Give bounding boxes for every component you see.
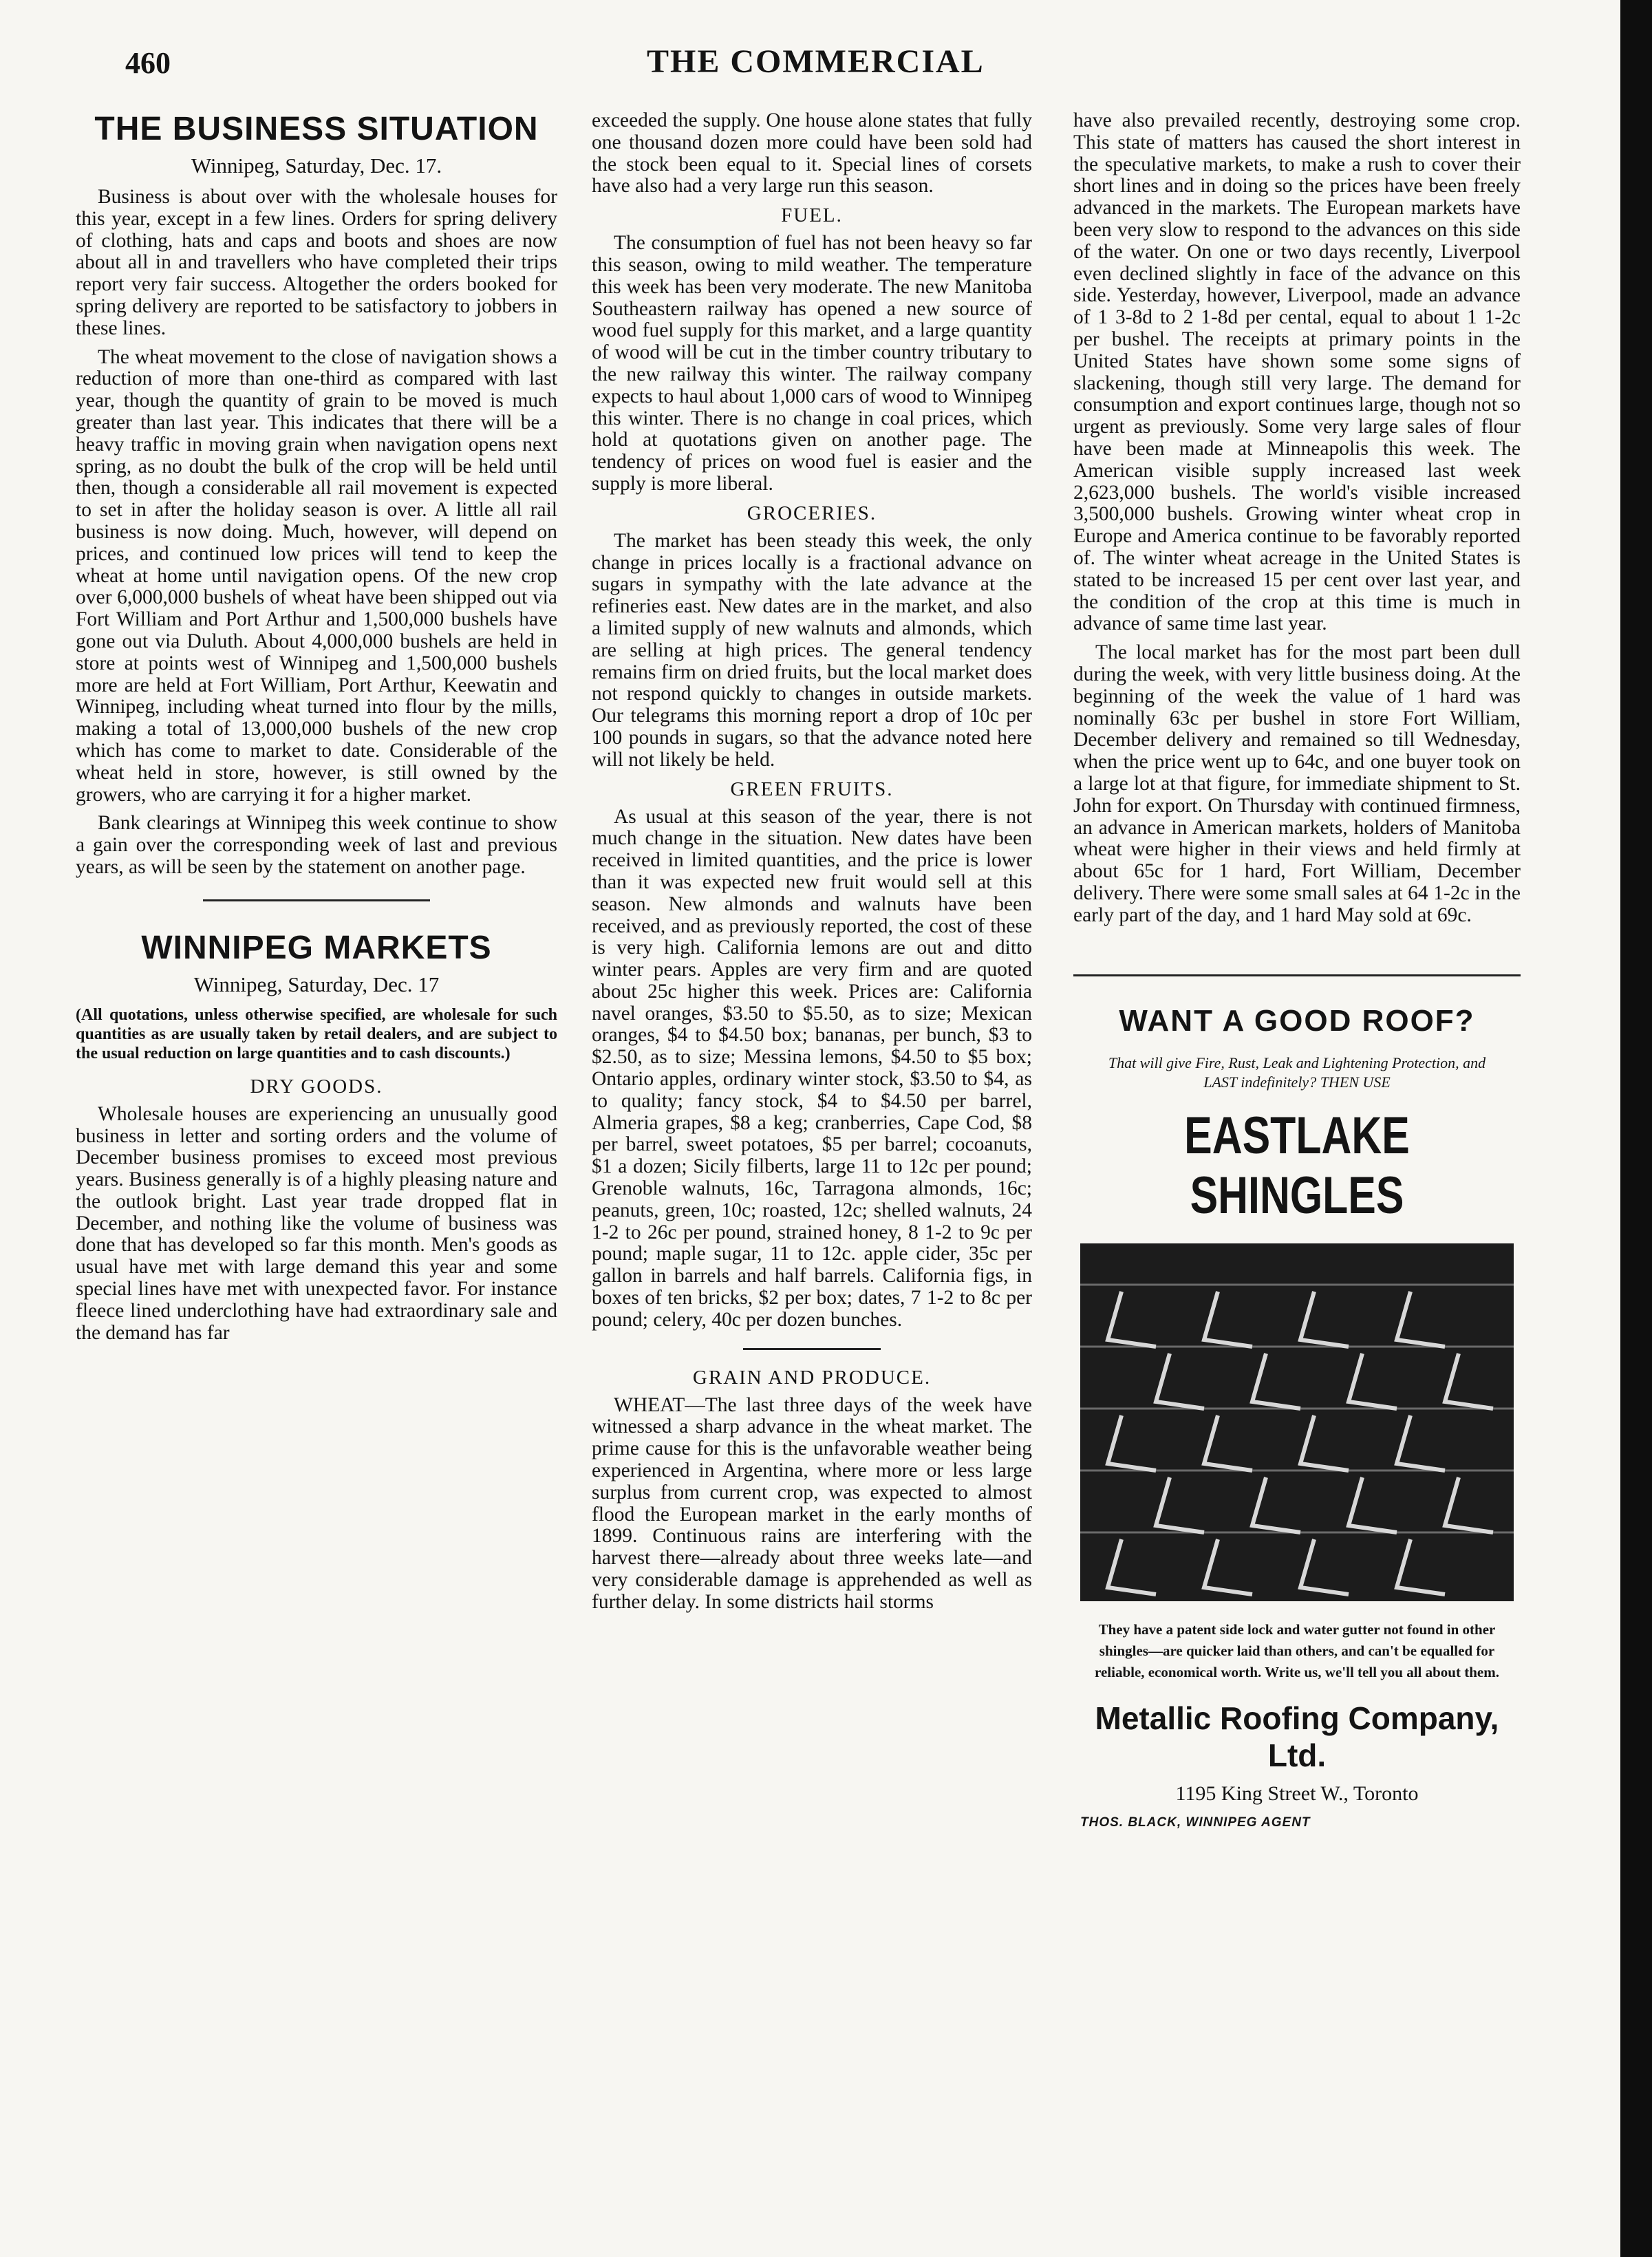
column-3: [1073, 110, 1521, 1830]
business-situation-title: THE BUSINESS SITUATION: [94, 111, 539, 147]
shingles-advertisement: [1073, 974, 1521, 1830]
ad-headline: WANT A GOOD ROOF?: [1119, 1004, 1475, 1038]
grain-paragraph: WHEAT—The last three days of the week have witnessed a sharp advance in the wheat market. The prime cause for this is the unfavorable weather being experienced in Argentina, where more or less large surplus from current crop, was expected to almost flood the European market in the early months of 1899. Continuous rains are interfering with the harvest there—already about three weeks late—and very considerable damage is apprehended as well as further delay. In some districts hail storms: [592, 1393, 1032, 1613]
column-1: [76, 110, 557, 1351]
grain-continued: have also prevailed recently, destroying some crop. This state of matters has caused the short interest in the speculative markets, to make a rush to cover their short lines and in doing so the prices have been freely advanced in the markets. The European markets have been very slow to respond to the advances on this side of the water. On one or two days recently, Liverpool even declined slightly in face of the advance on this side. Yesterday, however, Liverpool, made an advance of 1 3-8d to 2 1-8d per cental, equal to about 1 1-2c per bushel. The receipts at primary points in the United States have shown some some signs of slackening, though still very large. The demand for consumption and export continues large, though not so urgent as previously. Some very large sales of flour have been made at Minneapolis this week. The American visible supply increased last week 2,623,000 bushels. The world's visible increased 3,500,000 bushels. Growing winter wheat crop in Europe and America continue to be favorably reported of. The winter wheat acreage in the United States is stated to be increased 15 per cent over last year, and the condition of the crop at this time is much in advance of same time last year.: [1073, 109, 1521, 635]
page-edge-shadow: [1620, 0, 1652, 2257]
dry-goods-paragraph: Wholesale houses are experiencing an unusually good business in letter and sorting orders and the volume of December business promises to exceed most previous years. Business generally is of a highly pleasing nature and the outlook bright. Last year trade dropped flat in December, and nothing like the volume of business was done that has developed so far this month. Men's goods as usual have met with large demand this year and some special lines have met with unexpected favor. For instance fleece lined underclothing have had extraordinary sale and the demand has far: [76, 1102, 557, 1344]
section-divider: [743, 1348, 881, 1350]
masthead: THE COMMERCIAL: [647, 43, 985, 80]
ad-agent: THOS. BLACK, WINNIPEG AGENT: [1080, 1815, 1311, 1830]
groceries-paragraph: The market has been steady this week, the only change in prices locally is a fractional advance on sugars in sympathy with the late advance at the refineries east. New dates are in the market, and also a limited supply of new walnuts and almonds, which are selling at high prices. The general tendency remains firm on dried fruits, but the local market does not respond quickly to changes in outside markets. Our telegrams this morning report a drop of 10c per 100 pounds in sugars, so that the advance noted here will not likely be held.: [592, 529, 1032, 771]
quotation-note: (All quotations, unless otherwise specified, are wholesale for such quantities as are usually taken by retail dealers, and are subject to the usual reduction on large quantities and to cash discounts.): [76, 1005, 557, 1062]
fuel-heading: FUEL.: [781, 204, 843, 227]
green-fruits-paragraph: As usual at this season of the year, there is not much change in the situation. New dates have been received in limited quantities, and the price is lower than it was expected new fruit would sell at this season. New almonds and walnuts have been received, and as previously reported, the cost of these is very high. California lemons are out and ditto winter pears. Apples are very firm and are quoted about 25c higher this week. Prices are: California navel oranges, $3.50 to $5.50, as to size; Mexican oranges, $4 to $4.50 box; bananas, per bunch, $3 to $2.50, as to size; Messina lemons, $4.50 to $5 box; Ontario apples, ordinary winter stock, $3.50 to $4, as to quality; fancy stock, $4 to $4.50 per barrel, Almeria grapes, $8 a keg; cranberries, Cape Cod, $8 per barrel, sweet potatoes, $5 per barrel; cocoanuts, $1 a dozen; Sicily filberts, large 11 to 12c per pound; Grenoble walnuts, 16c, Tarragona almonds, 16c; peanuts, green, 10c; roasted, 12c; shelled walnuts, 24 1-2 to 26c per pound, strained honey, 8 1-2 to 9c per pound; maple sugar, 11 to 12c. apple cider, 35c per gallon in barrels and half barrels. California figs, in boxes of ten bricks, $2 per box; dates, 7 1-2 to 8c per pound; celery, 40c per dozen bunches.: [592, 805, 1032, 1331]
business-paragraph: Bank clearings at Winnipeg this week continue to show a gain over the corresponding week of last and previous years, as will be seen by the statement on another page.: [76, 812, 557, 878]
markets-dateline: Winnipeg, Saturday, Dec. 17: [193, 972, 440, 996]
grain-heading: GRAIN AND PRODUCE.: [692, 1366, 932, 1389]
shingle-roof-illustration: [1080, 1243, 1514, 1601]
dry-goods-heading: DRY GOODS.: [250, 1075, 383, 1098]
winnipeg-markets-title: WINNIPEG MARKETS: [141, 929, 492, 966]
business-paragraph: Business is about over with the wholesale houses for this year, except in a few lines. Orders for spring delivery of clothing, hats and caps and boots and shoes are now about all in and travellers who have completed their trips report very fair success. Altogether the orders booked for spring delivery are reported to be satisfactory to jobbers in these lines.: [76, 186, 557, 339]
ad-company: Metallic Roofing Company, Ltd.: [1095, 1700, 1499, 1774]
business-dateline: Winnipeg, Saturday, Dec. 17.: [191, 153, 442, 178]
page-number: 460: [125, 46, 171, 80]
dry-goods-continued: exceeded the supply. One house alone states that fully one thousand dozen more could have been sold had the stock been equal to it. Special lines of corsets have also had a very large run this season.: [592, 109, 1032, 197]
groceries-heading: GROCERIES.: [747, 502, 877, 524]
column-2: [592, 110, 1032, 1620]
ad-subline: That will give Fire, Rust, Leak and Lightening Protection, and LAST indefinitely? THEN USE: [1108, 1054, 1486, 1091]
section-divider: [203, 899, 430, 901]
business-paragraph: The wheat movement to the close of navigation shows a reduction of more than one-third as compared with last year, though the quantity of grain to be moved is much greater than last year. This indicates that there will be a heavy traffic in moving grain when navigation opens next spring, as no doubt the bulk of the crop will be held until then, though a considerable all rail movement is expected to set in after the holiday season is over. A little all rail business is now doing. Much, however, will depend on prices, and continued low prices will tend to keep the wheat at home until navigation opens. Of the new crop over 6,000,000 bushels of wheat have been shipped out via Fort William and Port Arthur and 1,500,000 bushels have gone out via Duluth. About 4,000,000 bushels are held in store at points west of Winnipeg and 1,500,000 bushels more are held at Fort William, Port Arthur, Keewatin and Winnipeg, including wheat turned into flour by the mills, making a total of 13,000,000 bushels of the new crop which has come to market to date. Considerable of the wheat held in store, however, is still owned by the growers, who are carrying it for a higher market.: [76, 345, 557, 806]
ad-address: 1195 King Street W., Toronto: [1175, 1782, 1419, 1806]
ad-brand: EASTLAKE SHINGLES: [1184, 1106, 1410, 1226]
ad-description: They have a patent side lock and water gutter not found in other shingles—are quicker laid than others, and can't be equalled for reliable, economical worth. Write us, we'll tell you all about them.: [1095, 1621, 1499, 1681]
fuel-paragraph: The consumption of fuel has not been heavy so far this season, owing to mild weather. The temperature this week has been very moderate. The new Manitoba Southeastern railway has opened a new source of wood fuel supply for this market, and a large quantity of wood will be cut in the timber country tributary to the new railway this winter. The railway company expects to haul about 1,000 cars of wood to Winnipeg this winter. There is no change in coal prices, which hold at quotations given on another page. The tendency of prices on wood fuel is easier and the supply is more liberal.: [592, 232, 1032, 495]
green-fruits-heading: GREEN FRUITS.: [730, 778, 894, 800]
local-market-paragraph: The local market has for the most part been dull during the week, with very little business doing. At the beginning of the week the value of 1 hard was nominally 63c per bushel in store Fort William, December delivery and remained so till Wednesday, when the price went up to 64c, and one buyer took on a large lot at that figure, for immediate shipment to St. John for export. On Thursday with continued firmness, an advance in American markets, holders of Manitoba wheat were higher in their views and held firmly at about 65c for 1 hard, Fort William, December delivery. There were some small sales at 64 1-2c in the early part of the day, and 1 hard May sold at 69c.: [1073, 641, 1521, 926]
